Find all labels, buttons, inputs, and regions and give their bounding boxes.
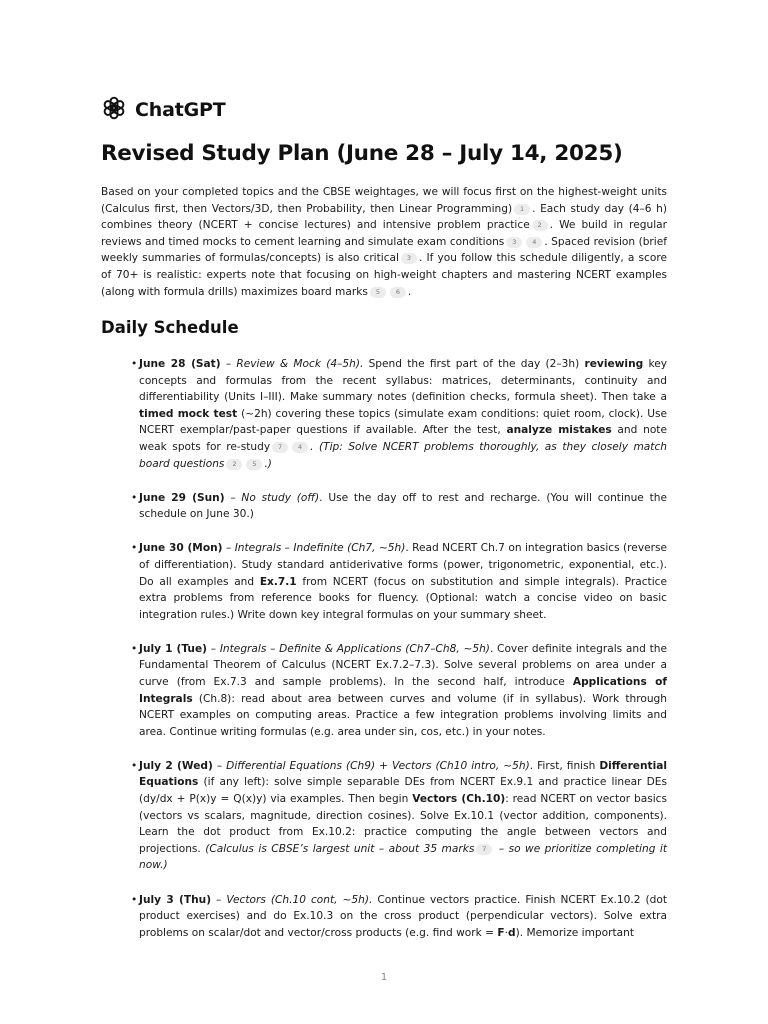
day-date: July 2 (Wed): [139, 759, 213, 772]
schedule-item: [131, 892, 667, 942]
day-topic: Vectors (Ch.10 cont, ~5h).: [226, 893, 373, 906]
brand-name: ChatGPT: [135, 99, 226, 121]
citation-badge[interactable]: 3: [506, 237, 522, 248]
day-topic: No study (off): [241, 491, 320, 504]
day-emphasis: d: [507, 926, 516, 939]
brand-header: [101, 95, 225, 125]
section-heading: Daily Schedule: [101, 318, 239, 337]
intro-text: Based on your completed topics and the CBSE weightages, we will focus first on the highest-weight units (Calculus first, then Vectors/3D, then Probability, then Linear Programming): [101, 186, 667, 215]
daily-schedule-list: [131, 356, 667, 959]
citation-badge[interactable]: 3: [401, 253, 417, 264]
citation-badge[interactable]: 7: [272, 442, 288, 453]
citation-badge[interactable]: 4: [526, 237, 542, 248]
day-text: . Read NCERT Ch.7 on integration basics (reverse of differentiation). Study standard antiderivative forms (power, trigonometric, exponential, etc.). Do all examples and: [139, 542, 667, 588]
day-text: Spend the first part of the day (2–3h): [363, 358, 585, 370]
dash: –: [212, 759, 227, 772]
day-date: June 30 (Mon): [139, 542, 223, 555]
schedule-item: [131, 490, 667, 523]
citation-badge[interactable]: 2: [226, 459, 242, 470]
day-date: July 1 (Tue): [139, 642, 208, 655]
citation-badge[interactable]: 4: [292, 442, 308, 453]
day-date: July 3 (Thu): [139, 893, 212, 906]
dash: –: [224, 491, 242, 504]
intro-text: .: [407, 285, 412, 298]
citation-badge[interactable]: 7: [476, 844, 492, 855]
day-text: (if any left): solve simple separable DEs from NCERT Ex.9.1 and practice linear DEs (dy/dx + P(x)y = Q(x)y) via examples. Then begin: [139, 776, 667, 806]
dash: –: [211, 893, 227, 906]
intro-paragraph: [101, 184, 667, 300]
day-emphasis: timed mock test: [139, 407, 238, 420]
day-date: June 28 (Sat): [139, 358, 221, 370]
day-emphasis: reviewing: [584, 358, 644, 370]
day-text: : read NCERT on vector basics (vectors vs scalars, magnitude, direction cosines). Solve Ex.10.1 (vector addition, components). Learn the dot product from Ex.10.2: practice computing the angle between vectors and projections.: [139, 793, 667, 855]
dash: –: [207, 642, 220, 655]
citation-badge[interactable]: 6: [390, 287, 406, 298]
day-tip: – so we prioritize completing it now.): [139, 842, 667, 872]
citation-badge[interactable]: 5: [246, 459, 262, 470]
day-text: key concepts and formulas from the recent syllabus: matrices, determinants, continuity and differentiability (Units I–III). Make summary notes (definition checks, formula sheet). Then take a: [139, 358, 667, 404]
day-topic: Integrals – Indefinite (Ch7, ~5h): [234, 542, 406, 555]
day-emphasis: Applications of Integrals: [139, 676, 668, 705]
schedule-item: [131, 356, 667, 472]
day-text: and note weak spots for re-study: [139, 424, 667, 453]
day-text: ·: [504, 926, 508, 939]
intro-text: . If you follow this schedule diligently, a score of 70+ is realistic: experts note that focusing on high-weight chapters and mastering NCERT examples (along with formula drills) maximizes board marks: [101, 252, 667, 298]
citation-badge[interactable]: 5: [370, 287, 386, 298]
day-topic: Differential Equations (Ch9) + Vectors (Ch10 intro, ~5h): [226, 759, 530, 772]
day-text: ). Memorize important: [515, 926, 634, 939]
day-tip: (Calculus is CBSE’s largest unit – about 35 marks: [205, 842, 475, 855]
day-tip: . (Tip: Solve NCERT problems thoroughly, as they closely match board questions: [139, 440, 667, 470]
schedule-item: [131, 641, 667, 741]
citation-badge[interactable]: 2: [532, 220, 548, 231]
day-text: (~2h) covering these topics (simulate exam conditions: quiet room, clock). Use NCERT exemplar/past-paper questions if available. After the test,: [139, 407, 667, 437]
intro-text: . Spaced revision (brief weekly summaries of formulas/concepts) is also critical: [101, 235, 667, 265]
schedule-item: [131, 540, 667, 623]
day-date: June 29 (Sun): [139, 491, 225, 504]
day-text: from NCERT (focus on substitution and simple integrals). Practice extra problems from reference books for fluency. (Optional: watch a concise video on basic integration rules.) Write down key integral formulas on your summary sheet.: [139, 575, 667, 621]
intro-text: . We build in regular reviews and timed mocks to cement learning and simulate exam conditions: [101, 219, 667, 248]
citation-badge[interactable]: 1: [514, 204, 530, 215]
day-tip: .): [264, 457, 272, 470]
day-emphasis: Differential Equations: [139, 759, 667, 789]
day-text: . First, finish: [529, 759, 600, 772]
day-emphasis: analyze mistakes: [506, 424, 612, 437]
day-emphasis: Vectors (Ch.10): [412, 793, 506, 806]
page-title: Revised Study Plan (June 28 – July 14, 2025): [101, 141, 623, 166]
day-emphasis: F: [497, 926, 505, 939]
day-text: . Use the day off to rest and recharge. (You will continue the schedule on June 30.): [139, 491, 667, 521]
intro-text: . Each study day (4–6 h) combines theory (NCERT + concise lectures) and intensive problem practice: [101, 202, 667, 232]
day-text: . Cover definite integrals and the Fundamental Theorem of Calculus (NCERT Ex.7.2–7.3). Solve several problems on area under a curve (from Ex.7.3 and sample problems). In the second half, introduce: [139, 642, 667, 688]
day-text: (Ch.8): read about area between curves and volume (if in syllabus). Work through NCERT examples on computing areas. Practice a few integration problems involving limits and area. Continue writing formulas (e.g. area under sin, cos, etc.) in your notes.: [139, 692, 667, 738]
day-topic: Review & Mock (4–5h).: [236, 358, 364, 370]
day-text: Continue vectors practice. Finish NCERT Ex.10.2 (dot product exercises) and do Ex.10.3 on the cross product (perpendicular vectors). Solve extra problems on scalar/dot and vector/cross products (e.g. find work =: [139, 893, 667, 939]
schedule-item: [131, 758, 667, 874]
page-number: 1: [380, 972, 388, 983]
day-emphasis: Ex.7.1: [259, 575, 297, 588]
dash: –: [222, 542, 235, 555]
day-topic: Integrals – Definite & Applications (Ch7–Ch8, ~5h): [219, 642, 490, 655]
dash: –: [220, 358, 237, 370]
openai-knot-icon: [101, 95, 127, 125]
